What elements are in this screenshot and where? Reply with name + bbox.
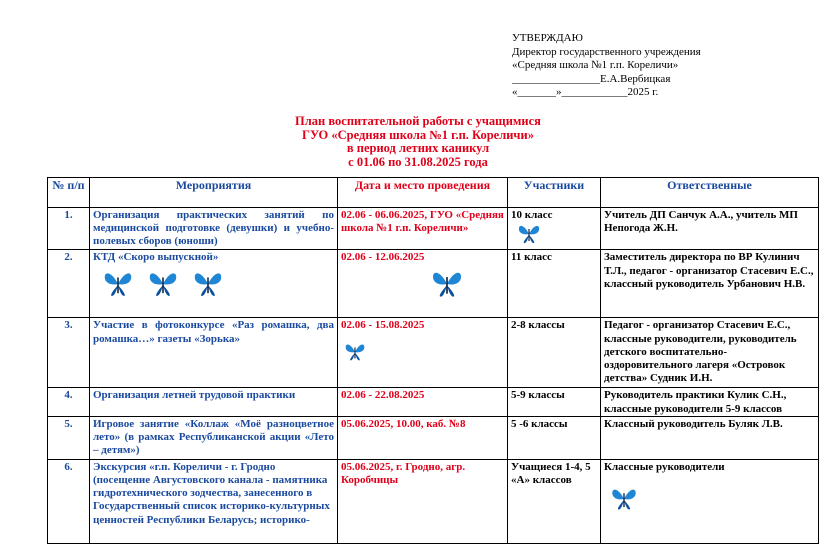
row-event: Участие в фотоконкурсе «Раз ромашка, два ромашка…» газеты «Зорька»: [90, 318, 338, 388]
butterfly-icon: [146, 269, 180, 299]
butterfly-icon: [101, 269, 135, 299]
title-line-4: с 01.06 по 31.08.2025 года: [348, 154, 488, 169]
butterfly-icon: [429, 268, 465, 300]
row-participants: 5 -6 классы: [508, 416, 601, 459]
header-date: Дата и место проведения: [338, 178, 508, 208]
row-date: 05.06.2025, 10.00, каб. №8: [338, 416, 508, 459]
title-line-2: ГУО «Средняя школа №1 г.п. Кореличи»: [302, 127, 534, 142]
row-num: 4.: [48, 388, 90, 416]
butterfly-icon: [191, 269, 225, 299]
date-text: 02.06 - 12.06.2025: [341, 251, 425, 264]
row-date: 05.06.2025, г. Гродно, агр. Коробчицы: [338, 459, 508, 543]
row-responsible: Педагог - организатор Стасевич Е.С., классные руководители, руководитель детского воспитательно-оздоровительного лагеря «Островок детства» Судник И.Н.: [601, 318, 819, 388]
row-num: 2.: [48, 250, 90, 318]
date-text: 02.06 - 15.08.2025: [341, 319, 425, 332]
butterfly-icon: [343, 341, 367, 363]
table-row: [48, 459, 819, 543]
row-participants: 5-9 классы: [508, 388, 601, 416]
row-event: Организация летней трудовой практики: [90, 388, 338, 416]
table-header-row: [48, 178, 819, 208]
row-num: 3.: [48, 318, 90, 388]
row-responsible: Учитель ДП Санчук А.А., учитель МП Непогода Ж.Н.: [601, 208, 819, 250]
row-responsible: Классный руководитель Буляк Л.В.: [601, 416, 819, 459]
title-line-3: в период летних каникул: [346, 141, 490, 155]
header-participants: Участники: [508, 178, 601, 208]
header-responsible: Ответственные: [601, 178, 819, 208]
row-date: [338, 250, 508, 318]
table-row: [48, 318, 819, 388]
butterfly-icon: [609, 486, 639, 512]
title-line-1: План воспитательной работы с учащимися: [295, 114, 541, 128]
butterfly-icon: [516, 223, 542, 245]
approval-heading: УТВЕРЖДАЮ: [512, 32, 583, 44]
row-date: 02.06 - 06.06.2025, ГУО «Средняя школа №1 г.п. Кореличи»: [338, 208, 508, 250]
row-date: 02.06 - 22.08.2025: [338, 388, 508, 416]
header-num: № п/п: [48, 178, 90, 208]
approval-school: «Средняя школа №1 г.п. Кореличи»: [512, 59, 679, 72]
row-participants: 11 класс: [508, 250, 601, 318]
row-event: Игровое занятие «Коллаж «Моё разноцветное лето» (в рамках Республиканской акции «Лето – детям»): [90, 416, 338, 459]
row-participants: 2-8 классы: [508, 318, 601, 388]
table-row: [48, 416, 819, 459]
row-responsible: Заместитель директора по ВР Кулинич Т.Л., педагог - организатор Стасевич Е.С., классный руководитель Урбанович Н.В.: [601, 250, 819, 318]
row-responsible: Руководитель практики Кулик С.Н., классные руководители 5-9 классов: [601, 388, 819, 416]
table-row: [48, 388, 819, 416]
row-date: [338, 318, 508, 388]
header-event: Мероприятия: [90, 178, 338, 208]
responsible-text: Классные руководители: [604, 460, 725, 473]
row-event: Организация практических занятий по медицинской подготовке (девушки) и учебно-полевых сборов (юноши): [90, 208, 338, 250]
event-text: КТД «Скоро выпускной»: [93, 251, 219, 264]
approval-signature: ________________Е.А.Вербицкая: [512, 72, 671, 85]
table-row: [48, 250, 819, 318]
row-event: Экскурсия «г.п. Кореличи - г. Гродно (посещение Августовского канала - памятника гидротехнического зодчества, занесенного в Государственный список историко-культурных ценностей Республики Беларусь; историко-: [90, 459, 338, 543]
approval-block: [512, 32, 701, 100]
table-row: [48, 208, 819, 250]
document-title: [0, 115, 836, 169]
plan-table: [47, 177, 819, 544]
row-responsible: [601, 459, 819, 543]
approval-director: Директор государственного учреждения: [512, 45, 701, 58]
row-num: 1.: [48, 208, 90, 250]
row-num: 5.: [48, 416, 90, 459]
row-participants: [508, 208, 601, 250]
row-participants: Учащиеся 1-4, 5 «А» классов: [508, 459, 601, 543]
row-event: [90, 250, 338, 318]
row-num: 6.: [48, 459, 90, 543]
participants-text: 10 класс: [511, 209, 553, 221]
approval-date: «_______»____________2025 г.: [512, 86, 659, 99]
